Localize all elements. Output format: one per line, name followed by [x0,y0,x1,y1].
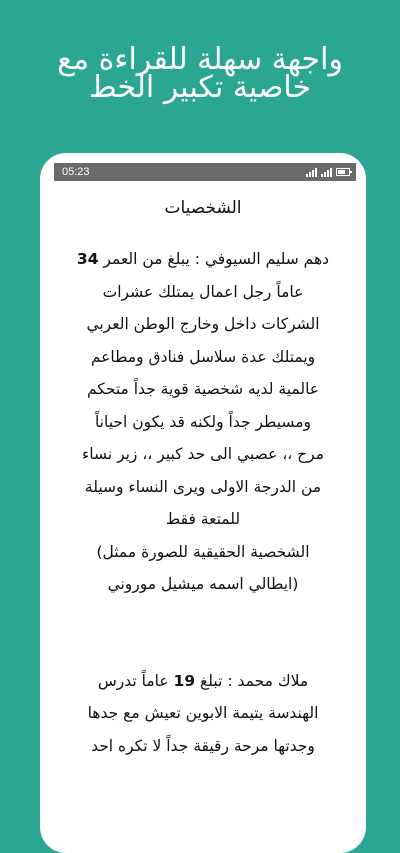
headline-line-2: خاصية تكبير الخط [88,70,312,105]
phone-mockup [40,153,366,853]
battery-icon [336,168,350,176]
signal-icon [321,167,332,177]
text-line: من الدرجة الاولى ويرى النساء وسيلة [84,477,322,496]
text-line: دهم سليم السيوفي : يبلغ من العمر 34 [76,250,330,268]
promo-headline [0,42,400,105]
text-line: ويمتلك عدة سلاسل فنادق ومطاعم [90,347,316,366]
text-line: وجدتها مرحة رقيقة جداً لا تكره احد [91,736,315,755]
character-paragraph-2 [52,665,354,763]
text-line: (ايطالي اسمه ميشيل موروني [107,575,299,593]
status-bar [54,163,356,181]
text-line: للمتعة فقط [165,510,241,528]
text-line: الشركات داخل وخارج الوطن العربي [86,315,320,333]
text-line: ومسيطر جداً ولكنه قد يكون احياناً [94,412,312,431]
chapter-title: الشخصيات [164,198,242,218]
signal-icon [306,167,317,177]
text-line: عاماً رجل اعمال يمتلك عشرات [102,282,304,301]
status-icons [306,167,350,177]
text-line: الهندسة يتيمة الابوين تعيش مع جدها [87,704,319,722]
headline-line-1: واجهة سهلة للقراءة مع [57,42,343,77]
text-line: ملاك محمد : تبلغ 19 عاماً تدرس [97,671,309,690]
status-time: 05:23 [62,166,90,178]
text-line: الشخصية الحقيقية للصورة ممثل) [96,542,310,561]
text-line: مرح ،، عصبي الى حد كبير ،، زير نساء [81,445,325,463]
reader-content[interactable] [52,193,354,762]
text-line: عالمية لديه شخصية قوية جداً متحكم [86,380,320,398]
character-paragraph-1 [52,243,354,601]
